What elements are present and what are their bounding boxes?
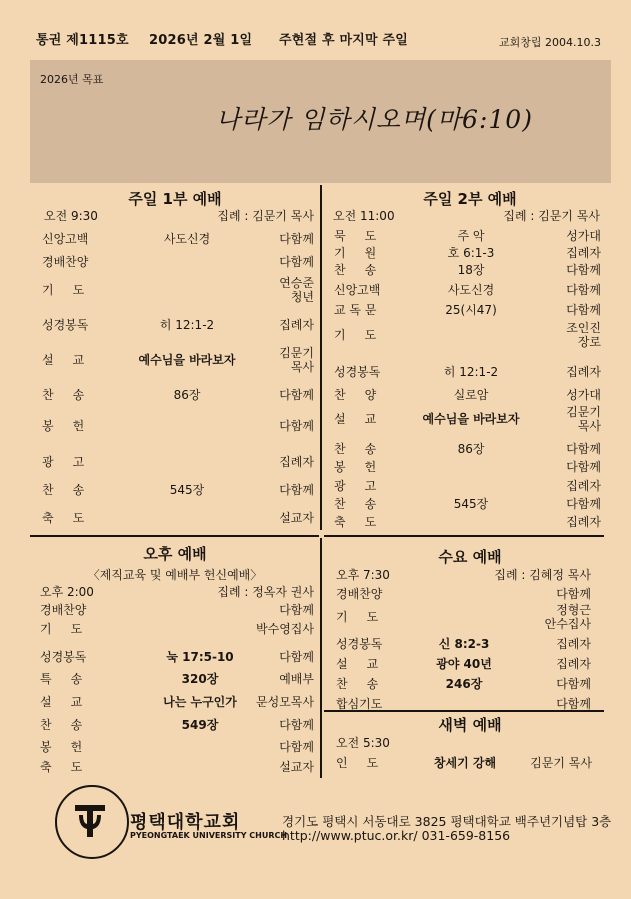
service2-row-content: 18장 <box>457 263 485 277</box>
wednesday-leader: 집례 : 김혜정 목사 <box>494 568 591 582</box>
service2-row-person: 조인진 장로 <box>566 321 601 349</box>
service2-row <box>334 405 601 433</box>
afternoon-row-label: 경배찬양 <box>40 603 87 617</box>
dawn-content: 창세기 강해 <box>433 756 497 770</box>
service2-row-label: 묵 도 <box>334 229 377 243</box>
afternoon-row <box>40 622 314 650</box>
afternoon-row-content: 320장 <box>181 672 219 686</box>
service1-row-person: 집례자 <box>279 455 314 469</box>
service1-row <box>42 419 314 447</box>
service1-row-person: 김문기 목사 <box>279 346 314 374</box>
wednesday-row-person: 다함께 <box>556 587 591 601</box>
service2-row-label: 찬 송 <box>334 442 377 456</box>
bulletin-date: 2026년 2월 1일 <box>149 33 253 48</box>
service1-row-label: 성경봉독 <box>42 318 89 332</box>
service1-row-label: 설 교 <box>42 353 85 367</box>
afternoon-row-person: 예배부 <box>279 672 314 686</box>
service2-row-content: 545장 <box>453 497 489 511</box>
wednesday-row-content: 246장 <box>445 677 483 691</box>
service1-row-person: 집례자 <box>279 318 314 332</box>
dawn-person: 김문기 목사 <box>530 756 592 770</box>
service1-row-content: 예수님을 바라보자 <box>138 353 236 367</box>
wednesday-title: 수요 예배 <box>438 548 502 566</box>
afternoon-row-person: 박수영집사 <box>256 622 314 636</box>
service1-row-person: 다함께 <box>279 255 314 269</box>
service2-leader: 집례 : 김문기 목사 <box>503 209 600 223</box>
service2-time: 오전 11:00 <box>333 209 395 223</box>
service2-row-person: 다함께 <box>566 303 601 317</box>
wednesday-row-person: 집례자 <box>556 637 591 651</box>
service1-row-content: 545장 <box>169 483 205 497</box>
service2-row-person: 집례자 <box>566 365 601 379</box>
wednesday-row-label: 설 교 <box>336 657 379 671</box>
service2-row-label: 광 고 <box>334 479 377 493</box>
service2-row-content: 호 6:1-3 <box>447 246 495 260</box>
service2-row-label: 기 원 <box>334 246 377 260</box>
service2-row-person: 집례자 <box>566 515 601 529</box>
service1-row-person: 연승준 청년 <box>279 276 314 304</box>
afternoon-row-person: 다함께 <box>279 650 314 664</box>
wednesday-row-person: 다함께 <box>556 677 591 691</box>
service2-row-content: 실로암 <box>453 388 489 402</box>
wednesday-row-label: 기 도 <box>336 610 379 624</box>
service2-row-person: 성가대 <box>566 229 601 243</box>
service2-row-person: 김문기 목사 <box>566 405 601 433</box>
service1-row-person: 다함께 <box>279 483 314 497</box>
afternoon-title: 오후 예배 <box>143 545 207 563</box>
church-website-phone: http://www.ptuc.or.kr/ 031-659-8156 <box>282 828 511 843</box>
service1-row <box>42 388 314 416</box>
service2-row-label: 봉 헌 <box>334 460 377 474</box>
goal-label: 2026년 목표 <box>40 73 104 86</box>
afternoon-row-person: 설교자 <box>279 760 314 774</box>
wednesday-row-label: 합심기도 <box>336 697 383 711</box>
service2-row-label: 성경봉독 <box>334 365 381 379</box>
service2-row-label: 기 도 <box>334 328 377 342</box>
service1-row-label: 찬 송 <box>42 483 85 497</box>
service2-title: 주일 2부 예배 <box>423 190 517 208</box>
service1-row-person: 설교자 <box>279 511 314 525</box>
cross-emblem-icon <box>73 801 107 839</box>
service2-row <box>334 515 601 543</box>
service1-time: 오전 9:30 <box>44 209 98 223</box>
afternoon-row-person: 다함께 <box>279 718 314 732</box>
service2-row-content: 25(시47) <box>445 303 497 317</box>
service1-row-person: 다함께 <box>279 419 314 433</box>
service2-row-person: 다함께 <box>566 460 601 474</box>
wednesday-row <box>336 603 591 631</box>
service1-row <box>42 483 314 511</box>
service1-row-label: 광 고 <box>42 455 85 469</box>
service2-row-label: 찬 송 <box>334 263 377 277</box>
service1-row-label: 축 도 <box>42 511 85 525</box>
afternoon-time: 오후 2:00 <box>40 585 94 599</box>
service1-row-person: 다함께 <box>279 388 314 402</box>
top-column-divider <box>320 185 322 530</box>
service2-row-content: 사도신경 <box>447 283 495 297</box>
bottom-column-divider <box>320 538 322 778</box>
afternoon-row-label: 축 도 <box>40 760 83 774</box>
afternoon-row-content: 눅 17:5-10 <box>166 650 234 664</box>
service2-row-label: 신앙고백 <box>334 283 381 297</box>
afternoon-row-label: 봉 헌 <box>40 740 83 754</box>
service2-row-person: 집례자 <box>566 246 601 260</box>
yearly-motto: 나라가 임하시오며(마6:10) <box>216 105 533 134</box>
service1-title: 주일 1부 예배 <box>128 190 222 208</box>
afternoon-row-person: 다함께 <box>279 603 314 617</box>
service1-row <box>42 511 314 539</box>
service1-row <box>42 346 314 374</box>
church-address: 경기도 평택시 서동대로 3825 평택대학교 백주년기념탑 3층 <box>282 814 612 829</box>
afternoon-row <box>40 760 314 788</box>
service1-row-person: 다함께 <box>279 232 314 246</box>
service1-row-label: 봉 헌 <box>42 419 85 433</box>
afternoon-row-label: 기 도 <box>40 622 83 636</box>
wednesday-row-label: 찬 송 <box>336 677 379 691</box>
wednesday-time: 오후 7:30 <box>336 568 390 582</box>
service2-row-label: 설 교 <box>334 412 377 426</box>
service2-row-person: 성가대 <box>566 388 601 402</box>
service2-row-person: 다함께 <box>566 497 601 511</box>
service1-row <box>42 276 314 304</box>
service2-row-label: 교 독 문 <box>334 303 377 317</box>
afternoon-row-label: 성경봉독 <box>40 650 87 664</box>
service1-row-label: 경배찬양 <box>42 255 89 269</box>
church-logo <box>55 785 129 859</box>
goal-banner <box>30 60 611 183</box>
founding-date: 교회창립 2004.10.3 <box>499 36 601 49</box>
wednesday-row-content: 광야 40년 <box>436 657 492 671</box>
service1-row-label: 신앙고백 <box>42 232 89 246</box>
service1-row-content: 86장 <box>173 388 201 402</box>
church-name: 평택대학교회 <box>130 812 241 833</box>
service1-leader: 집례 : 김문기 목사 <box>217 209 314 223</box>
service2-row-person: 다함께 <box>566 283 601 297</box>
dawn-label: 인 도 <box>336 756 379 770</box>
service2-row-label: 찬 송 <box>334 497 377 511</box>
afternoon-row-label: 찬 송 <box>40 718 83 732</box>
service2-row-content: 주 악 <box>457 229 485 243</box>
service2-row-label: 찬 양 <box>334 388 377 402</box>
service2-row-person: 다함께 <box>566 442 601 456</box>
liturgical-occasion: 주현절 후 마지막 주일 <box>279 33 408 48</box>
service1-row <box>42 455 314 483</box>
service1-row <box>42 318 314 346</box>
wednesday-row-label: 경배찬양 <box>336 587 383 601</box>
service2-row-content: 예수님을 바라보자 <box>422 412 520 426</box>
dawn-row <box>336 756 606 772</box>
afternoon-subtitle: 〈제직교육 및 예배부 헌신예배〉 <box>87 568 263 582</box>
dawn-title: 새벽 예배 <box>438 716 502 734</box>
wednesday-row-person: 집례자 <box>556 657 591 671</box>
service2-row-person: 다함께 <box>566 263 601 277</box>
afternoon-row-person: 다함께 <box>279 740 314 754</box>
afternoon-row-label: 특 송 <box>40 672 83 686</box>
service2-row-content: 86장 <box>457 442 485 456</box>
service2-row <box>334 321 601 349</box>
afternoon-leader: 집례 : 정옥자 권사 <box>217 585 314 599</box>
volume-number: 통권 제1115호 <box>36 33 129 48</box>
service1-row-content: 히 12:1-2 <box>159 318 215 332</box>
wednesday-row-person: 다함께 <box>556 697 591 711</box>
church-english-name: PYEONGTAEK UNIVERSITY CHURCH <box>130 831 288 840</box>
service1-row-content: 사도신경 <box>163 232 211 246</box>
afternoon-row-person: 문성모목사 <box>256 695 314 709</box>
wednesday-row-person: 정형근 안수집사 <box>544 603 591 631</box>
service2-row-label: 축 도 <box>334 515 377 529</box>
wednesday-row-label: 성경봉독 <box>336 637 383 651</box>
afternoon-row-label: 설 교 <box>40 695 83 709</box>
afternoon-row-content: 549장 <box>181 718 219 732</box>
service1-row-label: 기 도 <box>42 283 85 297</box>
service2-row-content: 히 12:1-2 <box>443 365 499 379</box>
service1-row-label: 찬 송 <box>42 388 85 402</box>
afternoon-row-content: 나는 누구인가 <box>163 695 237 709</box>
service2-row-person: 집례자 <box>566 479 601 493</box>
dawn-time: 오전 5:30 <box>336 736 390 750</box>
wednesday-row-content: 신 8:2-3 <box>438 637 490 651</box>
